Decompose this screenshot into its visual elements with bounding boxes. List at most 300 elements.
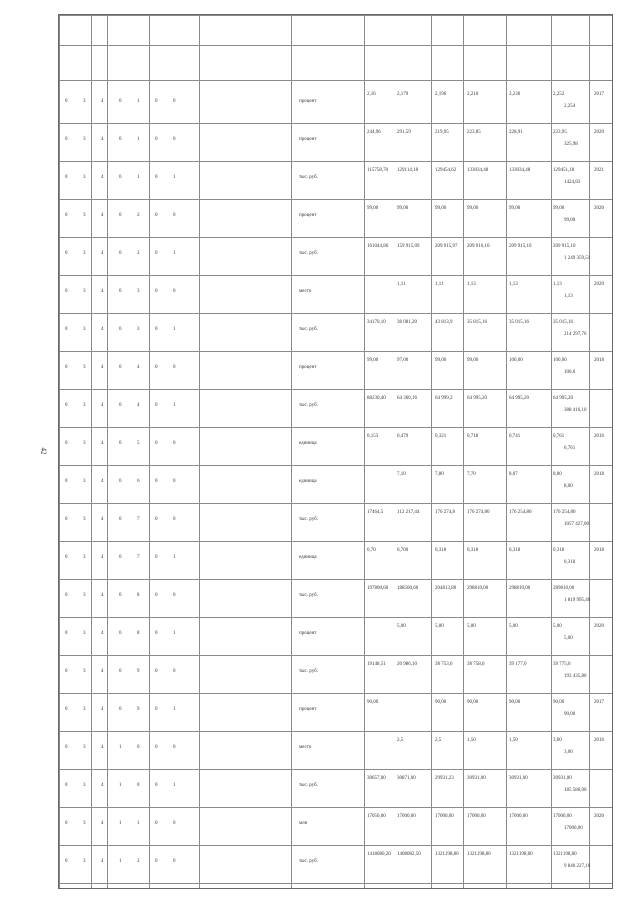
- code-digit: 3: [83, 365, 86, 370]
- value-cell-y3: 1321198,80: [467, 852, 491, 857]
- unit-cell: тыс. руб.: [299, 517, 318, 522]
- code-digit: 3: [83, 137, 86, 142]
- value-cell-y4: 64 995,20: [509, 396, 529, 401]
- value-cell-y2: 7,80: [435, 472, 444, 477]
- code-digit: 1: [173, 327, 176, 332]
- code-digit: 0: [119, 327, 122, 332]
- code-digit: 4: [101, 821, 104, 826]
- row-divider: [59, 845, 612, 846]
- value-cell-year: 2020: [594, 814, 604, 819]
- code-digit: 3: [83, 555, 86, 560]
- unit-cell: процент: [299, 213, 317, 218]
- code-digit: 0: [155, 327, 158, 332]
- code-digit: 0: [173, 821, 176, 826]
- code-digit: 1: [119, 745, 122, 750]
- value-cell-y1: 291,59: [397, 130, 411, 135]
- code-digit: 4: [101, 327, 104, 332]
- value-cell-y1: 129114,18: [397, 168, 419, 173]
- code-digit: 0: [119, 593, 122, 598]
- value-cell-y5: 30931,00: [553, 776, 572, 781]
- value-cell-y3: 1,50: [467, 738, 476, 743]
- row-divider: [59, 237, 612, 238]
- code-digit: 0: [155, 631, 158, 636]
- unit-cell: единица: [299, 555, 317, 560]
- value-cell-year: 2020: [594, 624, 604, 629]
- code-digit: 3: [83, 631, 86, 636]
- code-digit: 4: [101, 783, 104, 788]
- value-cell-y5: 0,761: [553, 434, 565, 439]
- value-cell-y1: 7,10: [397, 472, 406, 477]
- code-digit: 8: [137, 631, 140, 636]
- value-cell-y3: 5,00: [467, 624, 476, 629]
- value-cell-last: 325,98: [564, 142, 578, 147]
- value-cell-y4: 17000,00: [509, 814, 528, 819]
- value-cell-y2: 176 274,8: [435, 510, 455, 515]
- value-cell-y2: 17000,00: [435, 814, 454, 819]
- value-cell-y1: 99,00: [397, 206, 409, 211]
- code-digit: 4: [101, 517, 104, 522]
- code-digit: 0: [65, 631, 68, 636]
- value-cell-y1: 20 986,10: [397, 662, 417, 667]
- row-divider: [59, 199, 612, 200]
- value-cell-y3: 64 995,20: [467, 396, 487, 401]
- value-cell-y4: 0,318: [509, 548, 521, 553]
- value-cell-y5: 99,00: [553, 206, 565, 211]
- value-cell-last: 193 435,80: [564, 674, 587, 679]
- code-digit: 0: [173, 669, 176, 674]
- code-digit: 0: [65, 213, 68, 218]
- value-cell-y4: 133034,48: [509, 168, 531, 173]
- value-cell-base: 88230,40: [367, 396, 386, 401]
- code-digit: 3: [83, 99, 86, 104]
- value-cell-y4: 1,13: [509, 282, 518, 287]
- value-cell-y1: 1,11: [397, 282, 406, 287]
- code-digit: 0: [155, 783, 158, 788]
- value-cell-y4: 99,00: [509, 206, 521, 211]
- value-cell-y3: 17000,00: [467, 814, 486, 819]
- row-divider: [59, 541, 612, 542]
- value-cell-y3: 7,70: [467, 472, 476, 477]
- value-cell-y3: 0,718: [467, 434, 479, 439]
- unit-cell: тыс. руб.: [299, 669, 318, 674]
- value-cell-y1: 5,00: [397, 624, 406, 629]
- code-digit: 0: [65, 555, 68, 560]
- code-digit: 0: [173, 479, 176, 484]
- value-cell-y3: 133034,48: [467, 168, 489, 173]
- code-digit: 0: [119, 99, 122, 104]
- value-cell-y5: 209 915,10: [553, 244, 576, 249]
- code-digit: 0: [65, 251, 68, 256]
- value-cell-base: 34170,10: [367, 320, 386, 325]
- code-digit: 3: [83, 479, 86, 484]
- value-cell-y2: 99,00: [435, 358, 447, 363]
- code-digit: 0: [173, 213, 176, 218]
- value-cell-y4: 298810,00: [509, 586, 531, 591]
- code-digit: 1: [173, 251, 176, 256]
- code-digit: 0: [65, 593, 68, 598]
- code-digit: 3: [83, 517, 86, 522]
- value-cell-base: 17050,00: [367, 814, 386, 819]
- code-digit: 1: [173, 175, 176, 180]
- code-digit: 0: [119, 403, 122, 408]
- code-digit: 0: [173, 859, 176, 864]
- row-divider: [59, 883, 612, 884]
- value-cell-last: 1 819 995,40: [564, 598, 591, 603]
- value-cell-y4: 2,230: [509, 92, 521, 97]
- code-digit: 0: [65, 327, 68, 332]
- value-cell-y4: 8,07: [509, 472, 518, 477]
- value-cell-base: 161044,86: [367, 244, 389, 249]
- value-cell-last: 99,00: [564, 218, 576, 223]
- value-cell-base: 197800,60: [367, 586, 389, 591]
- value-cell-y4: 176 254,80: [509, 510, 532, 515]
- row-divider: [59, 731, 612, 732]
- value-cell-y1: 188500,60: [397, 586, 419, 591]
- value-cell-y2: 2,5: [435, 738, 442, 743]
- value-cell-y4: 100,00: [509, 358, 523, 363]
- value-cell-year: 2020: [594, 282, 604, 287]
- code-digit: 0: [65, 441, 68, 446]
- value-cell-base: 0,70: [367, 548, 376, 553]
- code-digit: 4: [101, 859, 104, 864]
- row-divider: [59, 503, 612, 504]
- budget-table: [58, 14, 613, 889]
- value-cell-y4: 90,00: [509, 700, 521, 705]
- code-digit: 0: [155, 137, 158, 142]
- code-digit: 3: [83, 593, 86, 598]
- code-digit: 0: [155, 555, 158, 560]
- code-digit: 0: [155, 289, 158, 294]
- code-digit: 7: [137, 555, 140, 560]
- code-digit: 0: [155, 821, 158, 826]
- code-digit: 0: [155, 859, 158, 864]
- code-digit: 4: [137, 365, 140, 370]
- code-digit: 4: [101, 99, 104, 104]
- code-digit: 1: [173, 555, 176, 560]
- value-cell-year: 2020: [594, 130, 604, 135]
- value-cell-y3: 38 758,0: [467, 662, 485, 667]
- code-digit: 3: [83, 821, 86, 826]
- code-digit: 0: [137, 745, 140, 750]
- value-cell-last: 388 416,10: [564, 408, 587, 413]
- code-digit: 3: [83, 669, 86, 674]
- code-digit: 0: [65, 707, 68, 712]
- code-digit: 4: [101, 137, 104, 142]
- code-digit: 0: [65, 783, 68, 788]
- value-cell-y2: 204813,80: [435, 586, 457, 591]
- value-cell-last: 90,00: [564, 712, 576, 717]
- value-cell-y3: 0,318: [467, 548, 479, 553]
- value-cell-y3: 99,00: [467, 358, 479, 363]
- code-digit: 4: [101, 175, 104, 180]
- unit-cell: тыс. руб.: [299, 175, 318, 180]
- code-digit: 0: [173, 289, 176, 294]
- code-digit: 4: [101, 251, 104, 256]
- code-digit: 0: [119, 137, 122, 142]
- value-cell-y5: 8,00: [553, 472, 562, 477]
- value-cell-base: 0,153: [367, 434, 379, 439]
- value-cell-y1: 159 915,09: [397, 244, 420, 249]
- value-cell-y3: 298810,00: [467, 586, 489, 591]
- code-digit: 0: [119, 251, 122, 256]
- row-divider: [59, 351, 612, 352]
- value-cell-y3: 35 815,16: [467, 320, 487, 325]
- value-cell-y1: 1408082,50: [397, 852, 421, 857]
- value-cell-y5: 1321198,80: [553, 852, 577, 857]
- code-digit: 4: [101, 745, 104, 750]
- code-digit: 4: [101, 669, 104, 674]
- value-cell-y3: 223,85: [467, 130, 481, 135]
- unit-cell: тыс. руб.: [299, 859, 318, 864]
- code-digit: 3: [83, 213, 86, 218]
- code-digit: 9: [137, 669, 140, 674]
- value-cell-base: 115758,70: [367, 168, 389, 173]
- code-digit: 4: [101, 289, 104, 294]
- code-digit: 4: [101, 631, 104, 636]
- value-cell-base: 17464,5: [367, 510, 384, 515]
- value-cell-year: 2017: [594, 700, 604, 705]
- value-cell-y1: 0,479: [397, 434, 409, 439]
- code-digit: 4: [101, 479, 104, 484]
- value-cell-y5: 289810,00: [553, 586, 575, 591]
- value-cell-last: 9 840 227,10: [564, 864, 591, 869]
- value-cell-last: 185 586,00: [564, 788, 587, 793]
- row-divider: [59, 161, 612, 162]
- value-cell-last: 5,00: [564, 636, 573, 641]
- code-digit: 0: [119, 365, 122, 370]
- code-digit: 3: [83, 859, 86, 864]
- code-digit: 1: [173, 631, 176, 636]
- page-number: 42: [39, 447, 48, 455]
- value-cell-last: 0,761: [564, 446, 576, 451]
- unit-cell: процент: [299, 99, 317, 104]
- value-cell-last: 2,254: [564, 104, 576, 109]
- value-cell-last: 0,318: [564, 560, 576, 565]
- value-cell-y5: 5,00: [553, 624, 562, 629]
- value-cell-y4: 35 015,16: [509, 320, 529, 325]
- value-cell-last: 3,00: [564, 750, 573, 755]
- code-digit: 1: [119, 821, 122, 826]
- unit-cell: процент: [299, 365, 317, 370]
- value-cell-y1: 97,00: [397, 358, 409, 363]
- value-cell-y3: 176 274,80: [467, 510, 490, 515]
- code-digit: 0: [65, 289, 68, 294]
- value-cell-y1: 0,700: [397, 548, 409, 553]
- value-cell-y4: 228,91: [509, 130, 523, 135]
- row-divider: [59, 693, 612, 694]
- value-cell-y4: 39 177,0: [509, 662, 527, 667]
- code-digit: 0: [155, 517, 158, 522]
- value-cell-y2: 2,196: [435, 92, 447, 97]
- value-cell-y5: 2,252: [553, 92, 565, 97]
- row-divider: [59, 655, 612, 656]
- code-digit: 3: [83, 707, 86, 712]
- code-digit: 0: [65, 365, 68, 370]
- value-cell-y3: 1,13: [467, 282, 476, 287]
- code-digit: 3: [83, 403, 86, 408]
- code-digit: 4: [101, 555, 104, 560]
- value-cell-y5: 3,00: [553, 738, 562, 743]
- row-divider: [59, 465, 612, 466]
- code-digit: 0: [155, 669, 158, 674]
- code-digit: 4: [101, 213, 104, 218]
- code-digit: 0: [173, 441, 176, 446]
- row-divider: [59, 389, 612, 390]
- code-digit: 8: [137, 593, 140, 598]
- row-divider: [59, 769, 612, 770]
- unit-cell: место: [299, 745, 312, 750]
- code-digit: 7: [137, 517, 140, 522]
- value-cell-last: 1057 427,00: [564, 522, 589, 527]
- code-digit: 3: [83, 441, 86, 446]
- code-digit: 0: [119, 669, 122, 674]
- value-cell-y2: 129454,62: [435, 168, 457, 173]
- row-divider: [59, 617, 612, 618]
- value-cell-y4: 30931,00: [509, 776, 528, 781]
- value-cell-year: 2016: [594, 434, 604, 439]
- value-cell-y3: 90,00: [467, 700, 479, 705]
- value-cell-last: 17000,00: [564, 826, 583, 831]
- unit-cell: процент: [299, 631, 317, 636]
- code-digit: 3: [83, 175, 86, 180]
- code-digit: 4: [101, 593, 104, 598]
- unit-cell: единица: [299, 441, 317, 446]
- value-cell-last: 1,13: [564, 294, 573, 299]
- value-cell-base: 90,00: [367, 700, 379, 705]
- row-divider: [59, 313, 612, 314]
- value-cell-last: 8,00: [564, 484, 573, 489]
- code-digit: 0: [65, 669, 68, 674]
- code-digit: 1: [137, 99, 140, 104]
- code-digit: 0: [119, 175, 122, 180]
- value-cell-base: 30657,00: [367, 776, 386, 781]
- code-digit: 0: [65, 745, 68, 750]
- value-cell-y1: 30871,00: [397, 776, 416, 781]
- code-digit: 0: [173, 99, 176, 104]
- unit-cell: место: [299, 289, 312, 294]
- code-digit: 3: [137, 289, 140, 294]
- code-digit: 0: [65, 403, 68, 408]
- value-cell-y1: 2,5: [397, 738, 404, 743]
- code-digit: 0: [65, 137, 68, 142]
- code-digit: 0: [155, 745, 158, 750]
- code-digit: 3: [83, 745, 86, 750]
- row-divider: [59, 123, 612, 124]
- value-cell-y5: 176 254,80: [553, 510, 576, 515]
- code-digit: 9: [137, 707, 140, 712]
- value-cell-year: 2018: [594, 548, 604, 553]
- code-digit: 1: [137, 137, 140, 142]
- value-cell-y2: 64 999,2: [435, 396, 453, 401]
- value-cell-y4: 5,00: [509, 624, 518, 629]
- code-digit: 0: [173, 365, 176, 370]
- value-cell-y5: 0,318: [553, 548, 565, 553]
- code-digit: 0: [65, 175, 68, 180]
- code-digit: 0: [119, 517, 122, 522]
- value-cell-y3: 30931,00: [467, 776, 486, 781]
- code-digit: 0: [173, 137, 176, 142]
- value-cell-y4: 0,741: [509, 434, 521, 439]
- value-cell-last: 1 249 359,51: [564, 256, 591, 261]
- value-cell-last: 100,0: [564, 370, 576, 375]
- code-digit: 0: [155, 175, 158, 180]
- value-cell-year: 2018: [594, 358, 604, 363]
- code-digit: 1: [173, 783, 176, 788]
- value-cell-y5: 35 015,16: [553, 320, 573, 325]
- value-cell-base: 99,00: [367, 358, 379, 363]
- value-cell-base: 1418080,20: [367, 852, 391, 857]
- code-digit: 1: [173, 707, 176, 712]
- code-digit: 3: [83, 783, 86, 788]
- code-digit: 0: [119, 555, 122, 560]
- value-cell-y2: 5,00: [435, 624, 444, 629]
- value-cell-y1: 112 217,44: [397, 510, 420, 515]
- value-cell-year: 2016: [594, 738, 604, 743]
- value-cell-last: 1424,83: [564, 180, 581, 185]
- unit-cell: тыс. руб.: [299, 327, 318, 332]
- code-digit: 0: [155, 441, 158, 446]
- value-cell-y1: 64 360,16: [397, 396, 417, 401]
- code-digit: 0: [155, 251, 158, 256]
- value-cell-y3: 2,210: [467, 92, 479, 97]
- value-cell-y2: 99,00: [435, 206, 447, 211]
- value-cell-y2: 90,00: [435, 700, 447, 705]
- value-cell-y2: 43 813,9: [435, 320, 453, 325]
- value-cell-y3: 209 916,10: [467, 244, 490, 249]
- code-digit: 4: [101, 365, 104, 370]
- code-digit: 0: [155, 99, 158, 104]
- code-digit: 0: [155, 479, 158, 484]
- code-digit: 4: [137, 403, 140, 408]
- code-digit: 0: [119, 631, 122, 636]
- value-cell-y2: 219,95: [435, 130, 449, 135]
- value-cell-year: 2020: [594, 206, 604, 211]
- row-divider: [59, 275, 612, 276]
- value-cell-y2: 0,318: [435, 548, 447, 553]
- value-cell-y4: 1,50: [509, 738, 518, 743]
- value-cell-y5: 223,95: [553, 130, 567, 135]
- value-cell-y2: 0,321: [435, 434, 447, 439]
- value-cell-y2: 1,11: [435, 282, 444, 287]
- code-digit: 0: [119, 707, 122, 712]
- code-digit: 0: [65, 821, 68, 826]
- code-digit: 0: [65, 859, 68, 864]
- code-digit: 2: [137, 859, 140, 864]
- code-digit: 0: [137, 783, 140, 788]
- value-cell-last: 214 297,76: [564, 332, 587, 337]
- code-digit: 3: [83, 251, 86, 256]
- code-digit: 0: [155, 403, 158, 408]
- value-cell-y2: 38 753,0: [435, 662, 453, 667]
- code-digit: 2: [137, 213, 140, 218]
- code-digit: 0: [155, 593, 158, 598]
- value-cell-y4: 1321198,80: [509, 852, 533, 857]
- code-digit: 0: [119, 213, 122, 218]
- code-digit: 2: [137, 251, 140, 256]
- unit-cell: процент: [299, 137, 317, 142]
- code-digit: 0: [173, 745, 176, 750]
- value-cell-y5: 64 995,20: [553, 396, 573, 401]
- code-digit: 3: [83, 327, 86, 332]
- code-digit: 4: [101, 403, 104, 408]
- value-cell-base: 99,00: [367, 206, 379, 211]
- unit-cell: процент: [299, 707, 317, 712]
- unit-cell: тыс. руб.: [299, 251, 318, 256]
- code-digit: 3: [137, 327, 140, 332]
- code-digit: 6: [137, 479, 140, 484]
- unit-cell: тыс. руб.: [299, 783, 318, 788]
- value-cell-base: 19148,51: [367, 662, 386, 667]
